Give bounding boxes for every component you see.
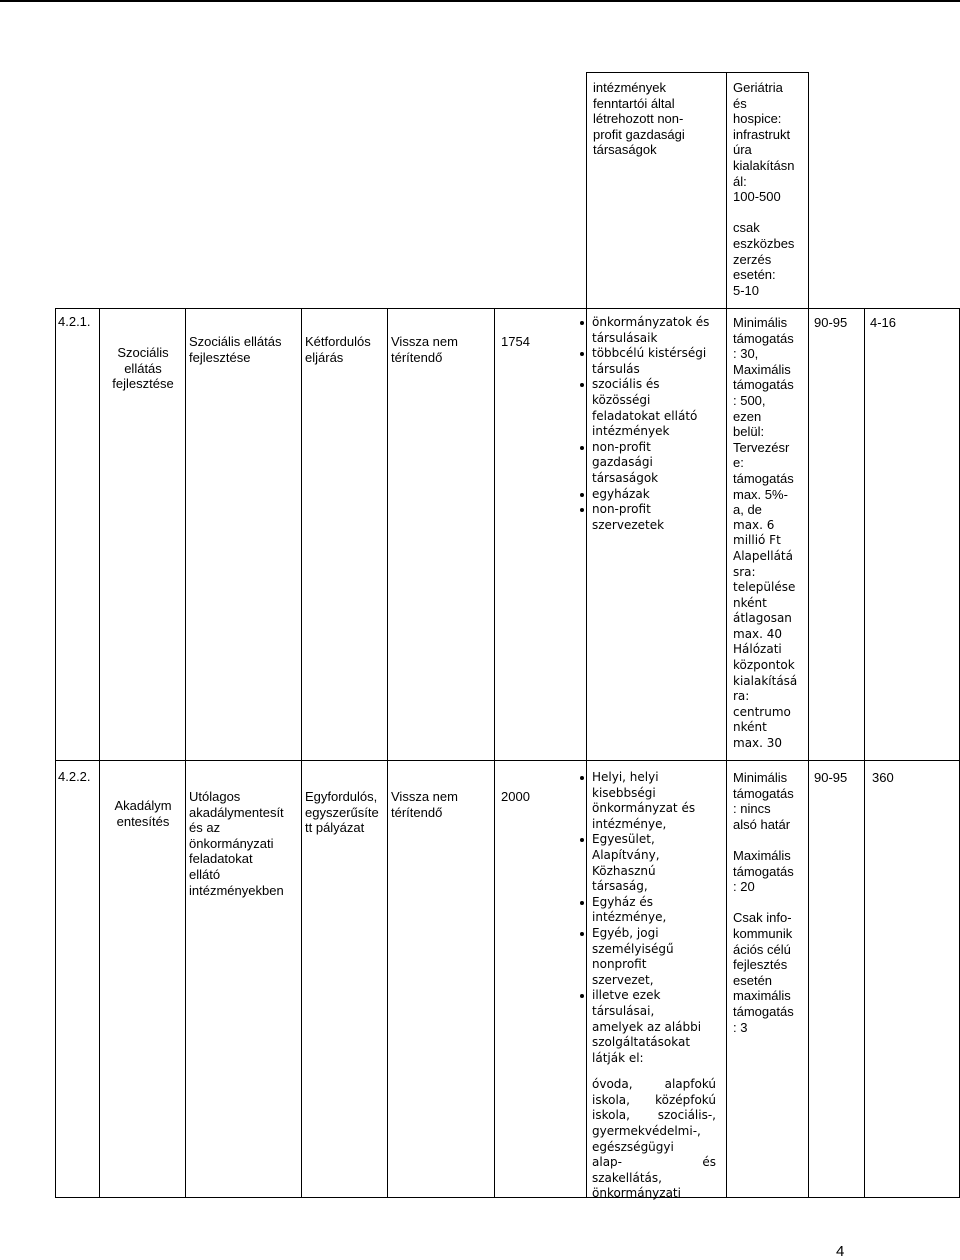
row-id: 4.2.1. xyxy=(58,314,91,329)
row-title-cell: Akadálym entesítés xyxy=(114,798,172,829)
duration-cell: 360 xyxy=(872,770,894,785)
table-border-left xyxy=(55,308,56,1198)
support-type-cell: Vissza nem térítendő xyxy=(391,789,458,820)
table-top-rule xyxy=(586,72,808,73)
list-item: önkormányzatok és társulásaik xyxy=(576,315,726,346)
beneficiaries-list xyxy=(576,315,726,533)
amount-cell: 2000 xyxy=(501,789,530,804)
list-item: Egyesület, Alapítvány, Közhasznú társaság, xyxy=(576,832,726,894)
support-amount-cell: Minimális támogatás : 30, Maximális támogatás : 500, ezen belül: Tervezésr e: támogatás max. 5%- a, de max. 6 millió Ft Alapellátá sra: települése nként átlagosan max. 40 Hálózati központok kialakításá ra: centrumo nként max. 30 xyxy=(733,315,798,751)
list-item: egyházak xyxy=(576,487,726,503)
row-title-cell: Szociális ellátás fejlesztése xyxy=(112,345,174,392)
program-name-cell: Utólagos akadálymentesít és az önkormányzati feladatokat ellátó intézményekben xyxy=(189,789,284,898)
table-col-divider xyxy=(185,308,186,1198)
duration-cell: 4-16 xyxy=(870,315,897,330)
list-item: Helyi, helyi kisebbségi önkormányzat és intézménye, xyxy=(576,770,726,832)
procedure-cell: Egyfordulós, egyszerűsíte tt pályázat xyxy=(305,789,379,836)
list-item: non-profit szervezetek xyxy=(576,502,726,533)
row-divider xyxy=(55,308,960,309)
list-item: Egyéb, jogi személyiségű nonprofit szervezet, xyxy=(576,926,726,988)
support-rate-cell: 90-95 xyxy=(814,315,848,330)
page-number: 4 xyxy=(836,1243,845,1260)
table-bottom-rule xyxy=(55,1197,960,1198)
list-item: többcélú kistérségi társulás xyxy=(576,346,726,377)
table-col-divider xyxy=(301,308,302,1198)
row-id: 4.2.2. xyxy=(58,769,91,784)
list-item: illetve ezek társulásai, amelyek az alábbi szolgáltatásokat látják el: xyxy=(576,988,726,1066)
support-type-cell: Vissza nem térítendő xyxy=(391,334,458,365)
table-col-divider xyxy=(387,308,388,1198)
list-item: Egyház és intézménye, xyxy=(576,895,726,926)
procedure-cell: Kétfordulós eljárás xyxy=(305,334,371,365)
continuation-beneficiary-cell: intézmények fenntartói által létrehozott non- profit gazdasági társaságok xyxy=(593,80,685,158)
amount-cell: 1754 xyxy=(501,334,530,349)
support-rate-cell: 90-95 xyxy=(814,770,848,785)
services-text: óvoda, alapfokú iskola, középfokú iskola, szociális-, gyermekvédelmi-, egészségügyi alap- és szakellátás, önkormányzati xyxy=(592,1077,716,1201)
page-top-rule xyxy=(0,0,960,2)
list-item: szociális és közösségi feladatokat ellátó intézmények xyxy=(576,377,726,439)
continuation-support-cell: Geriátria és hospice: infrastrukt úra kialakításn ál: 100-500 csak eszközbes zerzés esetén: 5-10 xyxy=(733,80,795,298)
table-col-divider xyxy=(864,308,865,1198)
table-col-divider xyxy=(726,72,727,1198)
support-amount-cell: Minimális támogatás : nincs alsó határ Maximális támogatás : 20 Csak info- kommunik ációs célú fejlesztés esetén maximális támogatás : 3 xyxy=(733,770,794,1035)
row-divider xyxy=(55,760,960,761)
table-col-divider xyxy=(494,308,495,1198)
program-name-cell: Szociális ellátás fejlesztése xyxy=(189,334,282,365)
beneficiaries-list xyxy=(576,770,726,1202)
table-col-divider xyxy=(808,72,809,1198)
table-col-divider xyxy=(99,308,100,1198)
list-item: non-profit gazdasági társaságok xyxy=(576,440,726,487)
